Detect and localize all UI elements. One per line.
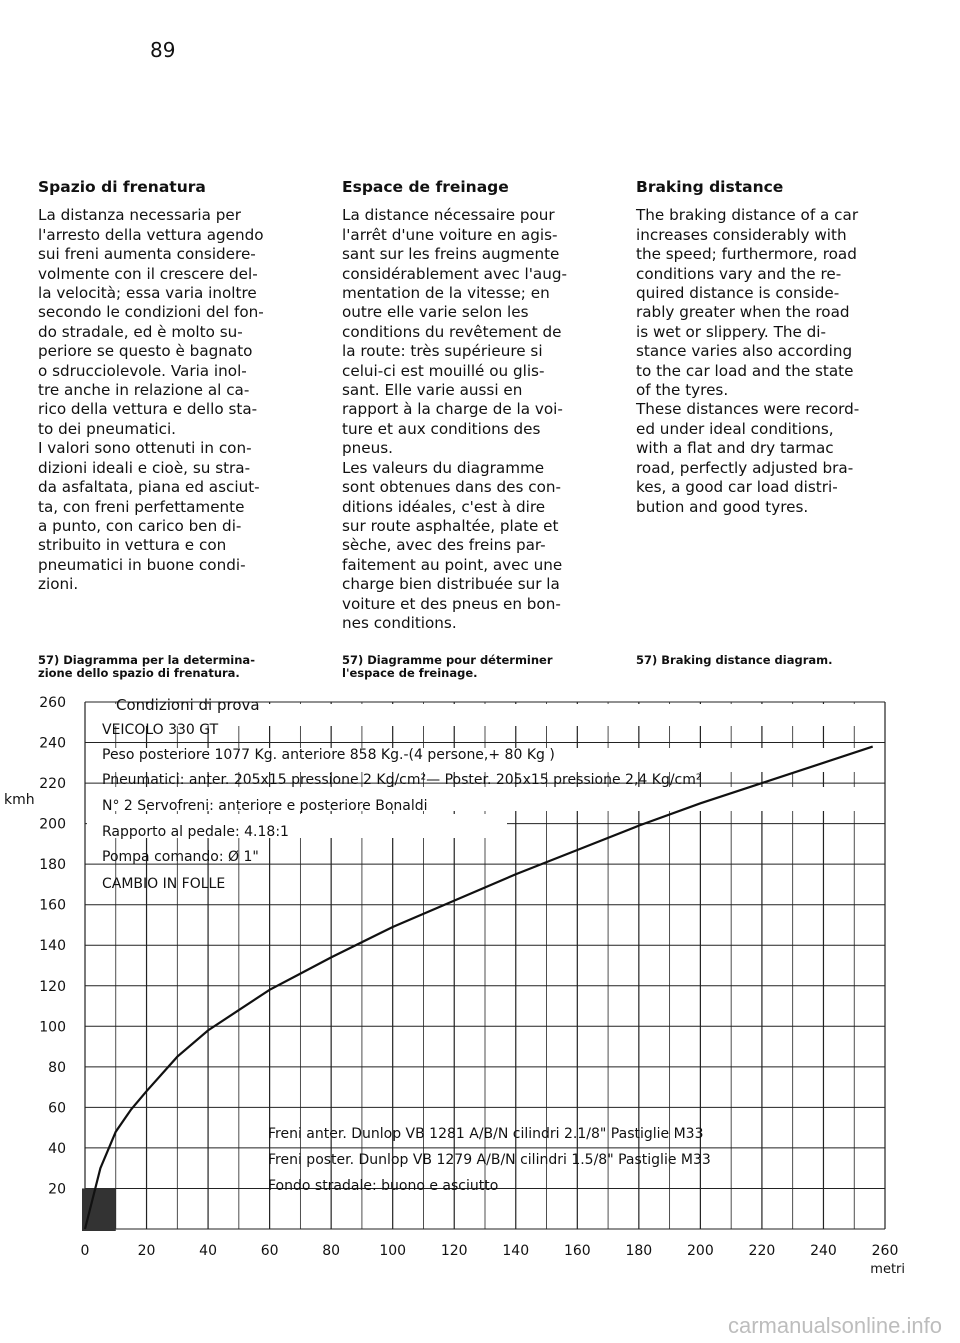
text-line: to dei pneumatici. xyxy=(38,419,177,438)
brake-annotation: Freni poster. Dunlop VB 1279 A/B/N cilindri 1.5/8" Pastiglie M33 xyxy=(268,1152,711,1168)
column-english xyxy=(636,178,906,517)
caption-french xyxy=(342,654,612,680)
text-line: increases considerably with xyxy=(636,225,847,244)
text-line: stance varies also according xyxy=(636,342,853,361)
watermark: carmanualsonline.info xyxy=(727,1313,942,1338)
y-tick-label: 20 xyxy=(48,1181,66,1198)
text-line: tre anche in relazione al ca- xyxy=(38,381,250,400)
text-line: dizioni ideali e cioè, su stra- xyxy=(38,458,251,477)
brake-annotation: Freni anter. Dunlop VB 1281 A/B/N cilindri 2.1/8" Pastiglie M33 xyxy=(268,1126,704,1142)
x-tick-label: 140 xyxy=(502,1243,530,1259)
italian-body xyxy=(38,206,306,594)
text-line: volmente con il crescere del- xyxy=(38,264,258,283)
text-line: with a flat and dry tarmac xyxy=(636,439,834,458)
text-line: l'arrêt d'une voiture en agis- xyxy=(342,225,558,244)
y-tick-label: 60 xyxy=(48,1100,66,1117)
text-line: a punto, con carico ben di- xyxy=(38,516,242,535)
text-line: pneus. xyxy=(342,439,393,458)
text-line: considérablement avec l'aug- xyxy=(342,264,567,283)
text-line: sur route asphaltée, plate et xyxy=(342,516,559,535)
text-line: sui freni aumenta considere- xyxy=(38,245,256,264)
page-number: 89 xyxy=(150,38,176,62)
french-body xyxy=(342,206,610,633)
text-line: do stradale, ed è molto su- xyxy=(38,322,243,341)
text-line: la velocità; essa varia inoltre xyxy=(38,284,257,303)
text-line: la route: très supérieure si xyxy=(342,342,543,361)
caption-english xyxy=(636,654,906,667)
column-italian xyxy=(38,178,306,595)
text-line: bution and good tyres. xyxy=(636,497,809,516)
text-line: road, perfectly adjusted bra- xyxy=(636,458,854,477)
condition-annotation: Peso posteriore 1077 Kg. anteriore 858 Kg.-(4 persone,+ 80 Kg ) xyxy=(102,747,555,763)
text-line: faitement au point, avec une xyxy=(342,555,563,574)
text-line: conditions du revêtement de xyxy=(342,322,562,341)
text-line: da asfaltata, piana ed asciut- xyxy=(38,478,260,497)
y-tick-label: 80 xyxy=(48,1059,66,1076)
text-line: 57) Diagramme pour déterminer xyxy=(342,653,553,667)
text-line: outre elle varie selon les xyxy=(342,303,529,322)
condition-annotation: VEICOLO 330 GT xyxy=(102,722,219,738)
text-line: l'espace de freinage. xyxy=(342,666,478,680)
y-tick-label: 220 xyxy=(39,776,66,793)
text-line: rico della vettura e dello sta- xyxy=(38,400,258,419)
y-tick-label: 200 xyxy=(39,816,66,833)
text-line: to the car load and the state xyxy=(636,361,854,380)
braking-distance-chart xyxy=(0,690,960,1290)
text-line: secondo le condizioni del fon- xyxy=(38,303,264,322)
x-tick-label: 240 xyxy=(810,1243,837,1259)
y-tick-label: 260 xyxy=(39,695,66,711)
english-body xyxy=(636,206,906,517)
y-tick-label: 100 xyxy=(39,1019,66,1036)
x-tick-label: 200 xyxy=(687,1243,714,1259)
text-line: 57) Diagramma per la determina- xyxy=(38,653,255,667)
column-french xyxy=(342,178,610,633)
x-tick-label: 220 xyxy=(748,1243,776,1259)
text-line: zione dello spazio di frenatura. xyxy=(38,666,240,680)
text-line: the speed; furthermore, road xyxy=(636,245,857,264)
y-tick-label: 160 xyxy=(39,897,66,914)
text-line: zioni. xyxy=(38,575,79,594)
y-tick-label: 40 xyxy=(48,1140,66,1157)
text-line: These distances were record- xyxy=(636,400,860,419)
chart-title: Condizioni di prova xyxy=(116,696,260,714)
english-title: Braking distance xyxy=(636,178,784,196)
x-tick-label: 120 xyxy=(440,1243,468,1259)
text-line: mentation de la vitesse; en xyxy=(342,284,550,303)
italian-title: Spazio di frenatura xyxy=(38,178,206,196)
x-tick-label: 40 xyxy=(199,1243,217,1259)
text-line: conditions vary and the re- xyxy=(636,264,842,283)
condition-annotation: Pompa comando: Ø 1" xyxy=(102,849,259,865)
text-line: celui-ci est mouillé ou glis- xyxy=(342,361,545,380)
text-line: ture et aux conditions des xyxy=(342,419,541,438)
text-line: periore se questo è bagnato xyxy=(38,342,253,361)
french-title: Espace de freinage xyxy=(342,178,509,196)
text-line: is wet or slippery. The di- xyxy=(636,322,826,341)
condition-annotation: Pneumatici: anter. 205x15 pressione 2 Kg/cm²— Poster. 205x15 pressione 2,4 Kg/cm² xyxy=(102,772,702,788)
text-line: stribuito in vettura e con xyxy=(38,536,227,555)
text-line: The braking distance of a car xyxy=(636,206,859,225)
x-axis-label: metri xyxy=(870,1262,905,1277)
text-line: sant. Elle varie aussi en xyxy=(342,381,523,400)
x-tick-label: 180 xyxy=(625,1243,653,1259)
text-line: sèche, avec des freins par- xyxy=(342,536,546,555)
x-tick-label: 260 xyxy=(871,1243,899,1259)
text-line: Les valeurs du diagramme xyxy=(342,458,545,477)
x-tick-label: 80 xyxy=(322,1243,341,1259)
text-line: pneumatici in buone condi- xyxy=(38,555,246,574)
brake-annotation: Fondo stradale: buono e asciutto xyxy=(268,1178,499,1194)
caption-italian xyxy=(38,654,308,680)
x-tick-label: 60 xyxy=(260,1243,279,1259)
text-line: 57) Braking distance diagram. xyxy=(636,653,833,667)
text-line: rably greater when the road xyxy=(636,303,850,322)
x-tick-label: 100 xyxy=(379,1243,407,1259)
text-line: rapport à la charge de la voi- xyxy=(342,400,563,419)
y-tick-label: 140 xyxy=(39,938,66,955)
text-line: of the tyres. xyxy=(636,381,729,400)
text-line: La distanza necessaria per xyxy=(38,206,241,225)
text-line: sant sur les freins augmente xyxy=(342,245,560,264)
y-tick-label: 180 xyxy=(39,857,66,874)
text-line: La distance nécessaire pour xyxy=(342,206,555,225)
x-tick-label: 0 xyxy=(80,1243,90,1259)
y-tick-label: 120 xyxy=(39,978,66,995)
text-line: ta, con freni perfettamente xyxy=(38,497,245,516)
condition-annotation: Rapporto al pedale: 4.18:1 xyxy=(102,824,289,840)
condition-annotation: CAMBIO IN FOLLE xyxy=(102,876,226,892)
x-tick-label: 160 xyxy=(563,1243,591,1259)
text-line: kes, a good car load distri- xyxy=(636,478,838,497)
text-line: sont obtenues dans des con- xyxy=(342,478,561,497)
x-tick-label: 20 xyxy=(137,1243,156,1259)
y-axis-label: kmh xyxy=(4,792,35,808)
text-line: nes conditions. xyxy=(342,613,457,632)
condition-annotation: N° 2 Servofreni: anteriore e posteriore Bonaldi xyxy=(102,798,428,814)
y-tick-label: 240 xyxy=(39,735,66,752)
text-line: o sdrucciolevole. Varia inol- xyxy=(38,361,247,380)
text-line: ed under ideal conditions, xyxy=(636,419,834,438)
text-line: l'arresto della vettura agendo xyxy=(38,225,264,244)
text-line: I valori sono ottenuti in con- xyxy=(38,439,252,458)
text-line: ditions idéales, c'est à dire xyxy=(342,497,546,516)
text-line: quired distance is conside- xyxy=(636,284,840,303)
text-line: voiture et des pneus en bon- xyxy=(342,594,561,613)
text-line: charge bien distribuée sur la xyxy=(342,575,560,594)
